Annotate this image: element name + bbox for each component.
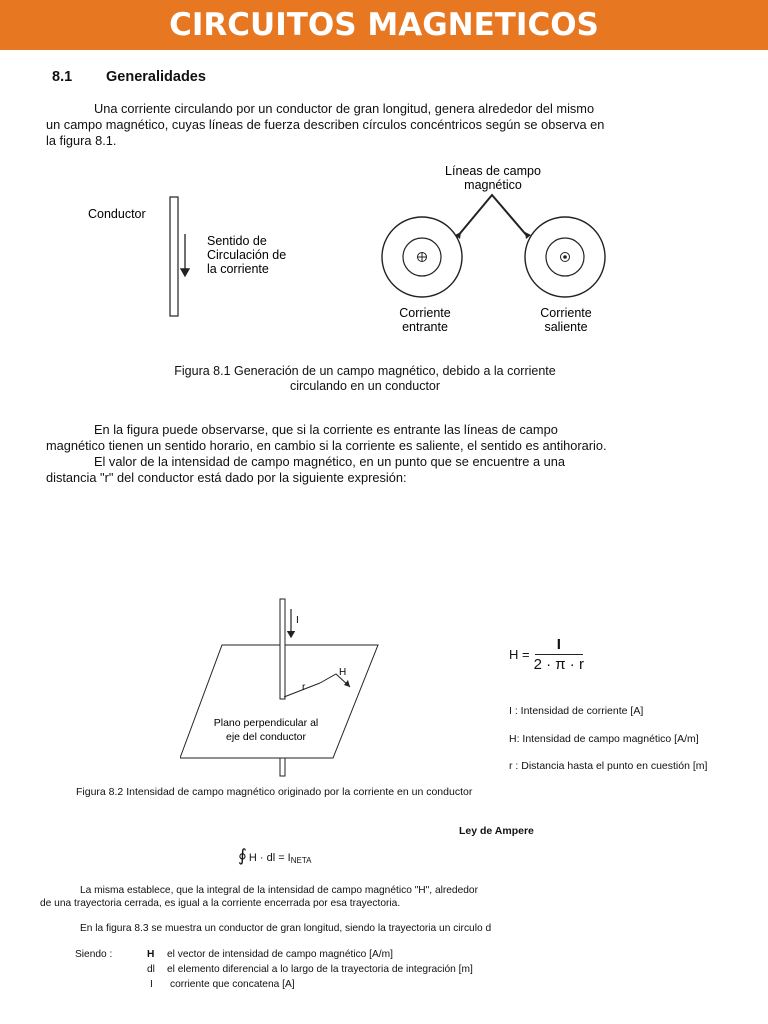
sentido-line1: Sentido de [207,234,267,248]
siendo-desc-h: el vector de intensidad de campo magnético [A/m] [167,949,393,960]
figure-8-2 [180,595,400,780]
siendo-desc-i: corriente que concatena [A] [170,979,295,990]
definition-r: r : Distancia hasta el punto en cuestión [m] [509,760,708,772]
lineas-label-line2: magnético [464,178,522,192]
para3-line1: La misma establece, que la integral de la intensidad de campo magnético "H", alrededor [80,885,478,896]
formula-h [509,636,584,673]
ampere-subscript: NETA [290,856,312,865]
paragraph-field-direction [46,422,676,486]
conductor-label: Conductor [88,207,146,221]
figure-8-1 [0,150,768,350]
fig1-caption-line1: Figura 8.1 Generación de un campo magnético, debido a la corriente [174,364,556,378]
contour-integral-symbol: ∮ [238,846,247,865]
field-circles-entrante [382,217,462,297]
paragraph-ampere [40,884,550,910]
para3-line2: de una trayectoria cerrada, es igual a la corriente encerrada por esa trayectoria. [40,898,401,909]
siendo-label: Siendo : [75,949,113,960]
siendo-symbol-h: H [147,949,155,960]
ampere-title: Ley de Ampere [459,825,534,837]
sentido-line2: Circulación de [207,248,287,262]
ampere-integrand: H · dl = I [248,852,291,864]
saliente-line1: Corriente [540,306,592,320]
h-label: H [339,667,347,678]
lineas-pointer-lines [457,195,528,237]
plane-label-line1: Plano perpendicular al [213,717,319,729]
formula-denominator: 2 · π · r [533,656,584,673]
fraction-bar [535,654,583,655]
formula-fraction [534,636,584,673]
entrante-line1: Corriente [399,306,451,320]
field-circles-saliente [525,217,605,297]
siendo-symbol-dl: dl [147,964,155,975]
formula-numerator: I [556,636,561,653]
para2-line2: magnético tienen un sentido horario, en cambio si la corriente es saliente, el sentido es antihorario. [46,438,607,453]
para1-line2: un campo magnético, cuyas líneas de fuerza describen círculos concéntricos según se observa en [46,117,605,132]
page-title: CIRCUITOS MAGNETICOS [169,7,599,43]
figure-8-2-caption: Figura 8.2 Intensidad de campo magnético originado por la corriente en un conductor [76,786,473,798]
fig1-caption-line2: circulando en un conductor [289,379,441,393]
definition-h: H: Intensidad de campo magnético [A/m] [509,733,699,745]
para3-line3: En la figura 8.3 se muestra un conductor de gran longitud, siendo la trayectoria un circulo d [80,923,492,934]
para2-line3: El valor de la intensidad de campo magnético, en un punto que se encuentre a una [94,454,565,469]
para2-line4: distancia "r" del conductor está dado por la siguiente expresión: [46,470,407,485]
entrante-line2: entrante [402,320,448,334]
paragraph-intro [46,101,676,149]
sentido-line3: la corriente [207,262,269,276]
r-label: r [302,682,306,693]
page-header [0,0,768,50]
figure-8-1-caption [140,364,590,394]
formula-lhs: H = [509,647,530,662]
section-title: Generalidades [106,69,206,85]
saliente-line2: saliente [544,320,588,334]
lineas-label-line1: Líneas de campo [445,164,541,178]
siendo-symbol-i: I [150,979,153,990]
conductor-upper [280,599,285,699]
ampere-equation [238,846,311,866]
para2-line1: En la figura puede observarse, que si la corriente es entrante las líneas de campo [94,422,558,437]
conductor-bar [170,197,178,316]
para1-line3: la figura 8.1. [46,133,117,148]
definition-i: I : Intensidad de corriente [A] [509,705,644,717]
current-label: I [296,615,299,626]
section-number: 8.1 [52,69,73,85]
siendo-desc-dl: el elemento diferencial a lo largo de la trayectoria de integración [m] [167,964,473,975]
conductor-lower [280,758,285,776]
para1-line1: Una corriente circulando por un conductor de gran longitud, genera alrededor del mismo [94,101,595,116]
plane-label-line2: eje del conductor [226,731,306,743]
